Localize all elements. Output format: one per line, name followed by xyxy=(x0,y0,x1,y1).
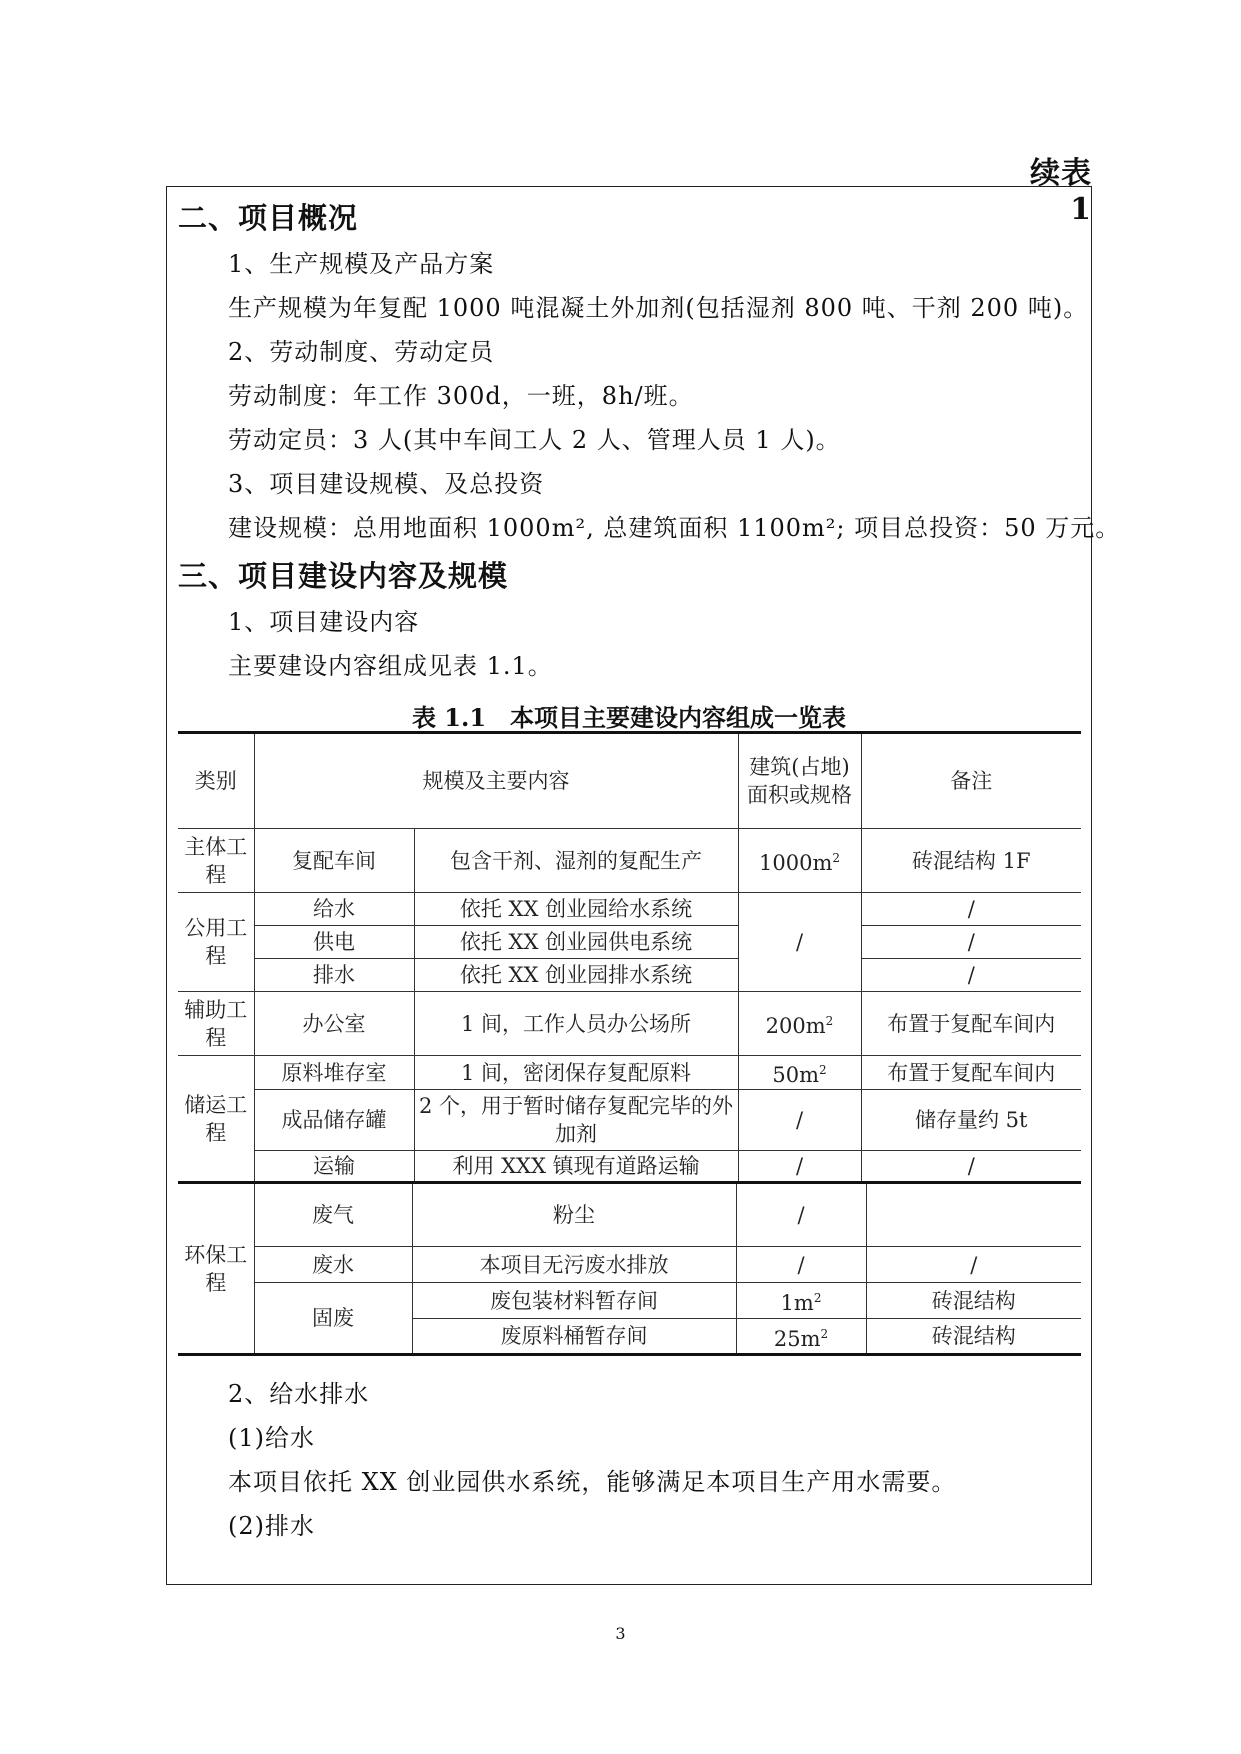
item-title: 2、给水排水 xyxy=(228,1380,370,1408)
item-remark: 布置于复配车间内 xyxy=(861,1056,1081,1090)
item-area: $200m^2$ xyxy=(738,992,861,1056)
item-desc: 利用 XXX 镇现有道路运输 xyxy=(414,1151,738,1183)
item-area: $1000m^2$ xyxy=(738,829,861,893)
section-heading-construction: 三、项目建设内容及规模 xyxy=(178,559,509,593)
item-remark: 砖混结构 xyxy=(866,1283,1081,1319)
page-number: 3 xyxy=(615,1624,626,1643)
category-cell: 辅助工程 xyxy=(178,992,254,1056)
item-remark: / xyxy=(861,959,1081,992)
item-desc: 废原料桶暂存间 xyxy=(412,1319,736,1355)
item-name: 运输 xyxy=(254,1151,414,1183)
item-name: 废水 xyxy=(254,1247,412,1283)
category-cell: 储运工程 xyxy=(178,1056,254,1183)
construction-table xyxy=(178,731,1081,1184)
item-area: $25m^2$ xyxy=(736,1319,866,1355)
table-caption: 表 1.1 本项目主要建设内容组成一览表 xyxy=(411,703,847,732)
item-name: 办公室 xyxy=(254,992,414,1056)
section-heading-overview: 二、项目概况 xyxy=(178,201,359,235)
header-content: 规模及主要内容 xyxy=(254,733,738,829)
item-area: $1m^2$ xyxy=(736,1283,866,1319)
continued-label: 续表 1 xyxy=(1030,156,1092,227)
item-desc: 1 间，密闭保存复配原料 xyxy=(414,1056,738,1090)
item-remark: / xyxy=(866,1247,1081,1283)
item-area: / xyxy=(736,1247,866,1283)
item-name: 排水 xyxy=(254,959,414,992)
item-area: / xyxy=(738,893,861,992)
paragraph: 建设规模：总用地面积 1000m², 总建筑面积 1100m²; 项目总投资：50 万元。 xyxy=(228,514,1121,542)
item-remark: / xyxy=(861,1151,1081,1183)
item-name: 成品储存罐 xyxy=(254,1090,414,1151)
paragraph: 生产规模为年复配 1000 吨混凝土外加剂(包括湿剂 800 吨、干剂 200 吨)。 xyxy=(228,294,1089,322)
sub-title: (2)排水 xyxy=(228,1512,315,1540)
category-cell: 环保工程 xyxy=(178,1183,254,1355)
paragraph: 本项目依托 XX 创业园供水系统，能够满足本项目生产用水需要。 xyxy=(228,1468,957,1496)
item-name: 复配车间 xyxy=(254,829,414,893)
header-category: 类别 xyxy=(178,733,254,829)
item-remark: 砖混结构 1F xyxy=(861,829,1081,893)
category-cell: 公用工程 xyxy=(178,893,254,992)
item-name: 给水 xyxy=(254,893,414,926)
item-desc: 1 间，工作人员办公场所 xyxy=(414,992,738,1056)
item-area: / xyxy=(736,1183,866,1247)
item-remark: 布置于复配车间内 xyxy=(861,992,1081,1056)
item-remark xyxy=(866,1183,1081,1247)
item-remark: / xyxy=(861,926,1081,959)
item-name: 原料堆存室 xyxy=(254,1056,414,1090)
item-desc: 2 个，用于暂时储存复配完毕的外加剂 xyxy=(414,1090,738,1151)
item-area: $50m^2$ xyxy=(738,1056,861,1090)
paragraph: 劳动定员：3 人(其中车间工人 2 人、管理人员 1 人)。 xyxy=(228,426,841,454)
item-remark: 砖混结构 xyxy=(866,1319,1081,1355)
item-desc: 包含干剂、湿剂的复配生产 xyxy=(414,829,738,893)
paragraph: 主要建设内容组成见表 1.1。 xyxy=(228,652,553,680)
item-title: 2、劳动制度、劳动定员 xyxy=(228,338,495,366)
item-title: 1、生产规模及产品方案 xyxy=(228,250,495,278)
category-cell: 主体工程 xyxy=(178,829,254,893)
item-desc: 粉尘 xyxy=(412,1183,736,1247)
paragraph: 劳动制度：年工作 300d，一班，8h/班。 xyxy=(228,382,694,410)
item-desc: 废包装材料暂存间 xyxy=(412,1283,736,1319)
item-remark: / xyxy=(861,893,1081,926)
item-desc: 依托 XX 创业园排水系统 xyxy=(414,959,738,992)
item-desc: 本项目无污废水排放 xyxy=(412,1247,736,1283)
item-title: 3、项目建设规模、及总投资 xyxy=(228,470,545,498)
item-area: / xyxy=(738,1151,861,1183)
header-area: 建筑(占地)面积或规格 xyxy=(738,733,861,829)
item-name: 固废 xyxy=(254,1283,412,1355)
sub-title: (1)给水 xyxy=(228,1424,315,1452)
item-remark: 储存量约 5t xyxy=(861,1090,1081,1151)
item-name: 废气 xyxy=(254,1183,412,1247)
env-table xyxy=(178,1181,1081,1356)
item-desc: 依托 XX 创业园给水系统 xyxy=(414,893,738,926)
item-name: 供电 xyxy=(254,926,414,959)
item-title: 1、项目建设内容 xyxy=(228,608,420,636)
header-remark: 备注 xyxy=(861,733,1081,829)
item-desc: 依托 XX 创业园供电系统 xyxy=(414,926,738,959)
item-area: / xyxy=(738,1090,861,1151)
